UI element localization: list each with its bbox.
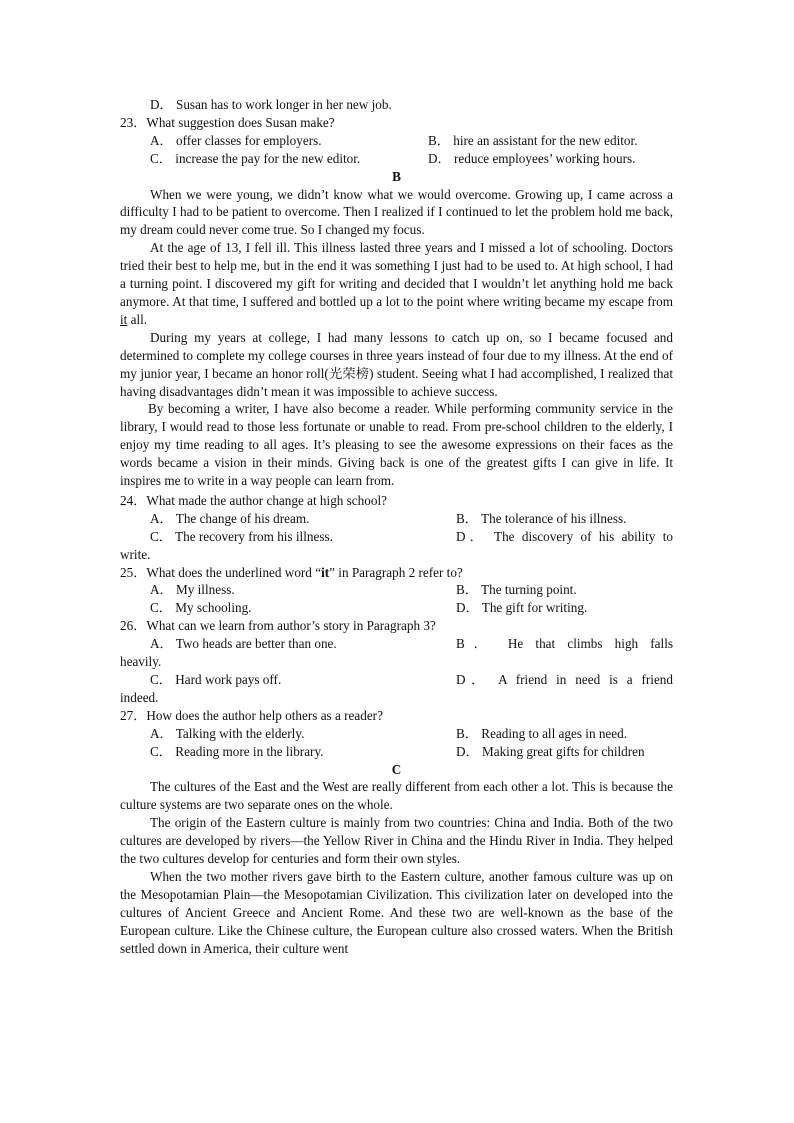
q26-option-b-continued: heavily. — [120, 654, 162, 670]
section-c-paragraph-1: The cultures of the East and the West are really different from each other a lot. This is because the culture systems are two separate ones on the whole. — [120, 779, 673, 813]
q23-option-a: A． offer classes for employers. — [150, 132, 322, 148]
q25-options-ab — [120, 581, 673, 599]
q27-options-cd — [120, 743, 673, 761]
q25-option-d: D． The gift for writing. — [456, 600, 588, 616]
p2-text-before: At the age of 13, I fell ill. This illness lasted three years and I missed a lot of schooling. Doctors tried their best to help me, but in the end it was something I just had to be used to. At high school, I had a turning point. I discovered my gift for writing and decided that I wouldn’t let anything hold me back anymore. At that time, I suffered and bottled up a lot to the point where writing became my escape from — [120, 240, 673, 309]
q24-number: 24． — [120, 492, 147, 508]
q24-options-cd — [120, 528, 673, 546]
q26-option-b: B． He that climbs high falls — [456, 636, 673, 652]
q24-text: What made the author change at high school? — [146, 492, 387, 508]
q26-text: What can we learn from author’s story in Paragraph 3? — [146, 618, 436, 634]
q25-option-c: C． My schooling. — [150, 600, 252, 616]
q23-option-b: B． hire an assistant for the new editor. — [428, 132, 638, 148]
q27-options-ab — [120, 725, 673, 743]
section-b-paragraph-4: By becoming a writer, I have also become a reader. While performing community service in the library, I would read to those less fortunate or unable to read. From pre-school children to the elderly, I enjoy my time reading to all ages. It’s pleasing to see the awesome expressions on their faces as the words became a vision in their minds. Giving back is one of the greatest gifts I can give in life. It inspires me to write in a way people can learn from. — [120, 401, 673, 489]
q26-question — [120, 617, 673, 635]
q26-option-d-continued: indeed. — [120, 689, 159, 705]
q23-text: What suggestion does Susan make? — [146, 114, 335, 130]
q23-option-c: C． increase the pay for the new editor. — [150, 150, 361, 166]
p2-underlined-word: it — [120, 311, 128, 327]
section-b-paragraph-3: During my years at college, I had many lessons to catch up on, so I became focused and determined to complete my college courses in three years instead of four due to my illness. At the end of my junior year, I became an honor roll(光荣榜) student. Seeing what I had accomplished, I realized that having disadvantages didn’t mean it was impossible to achieve success. — [120, 329, 673, 399]
q27-option-c: C． Reading more in the library. — [150, 743, 324, 759]
q23-number: 23． — [120, 114, 147, 130]
exam-page — [120, 96, 673, 958]
q26-options-ab — [120, 635, 673, 653]
q27-option-a: A． Talking with the elderly. — [150, 725, 305, 741]
q25-text-before: What does the underlined word “ — [146, 564, 322, 580]
q25-question — [120, 564, 673, 582]
q25-text-after: ” in Paragraph 2 refer to? — [329, 564, 463, 580]
section-c-paragraph-2: The origin of the Eastern culture is mainly from two countries: China and India. Both of the two cultures are developed by rivers—the Yellow River in China and the Hindu River in India. They helped the two cultures develop for centuries and form their own styles. — [120, 815, 673, 867]
section-b-paragraph-2 — [120, 239, 673, 329]
q23-option-d: D． reduce employees’ working hours. — [428, 150, 636, 166]
q27-number: 27． — [120, 707, 147, 723]
q26-options-cd — [120, 671, 673, 689]
q24-option-b: B． The tolerance of his illness. — [456, 510, 627, 526]
q23-question — [120, 114, 673, 132]
q27-question — [120, 707, 673, 725]
q26-number: 26． — [120, 618, 147, 634]
q24-option-a: A． The change of his dream. — [150, 510, 310, 526]
q27-option-b: B． Reading to all ages in need. — [456, 725, 628, 741]
q27-option-d: D． Making great gifts for children — [456, 743, 645, 759]
q26-option-c: C． Hard work pays off. — [150, 672, 282, 687]
q26-option-d: D． A friend in need is a friend — [456, 672, 673, 687]
q26-option-a: A． Two heads are better than one. — [150, 636, 337, 652]
q23-options-ab — [120, 132, 673, 150]
section-b-paragraph-1: When we were young, we didn’t know what we would overcome. Growing up, I came across a difficulty I had to be patient to overcome. Then I realized if I continued to let the problem hold me back, my dream could never come true. So I changed my focus. — [120, 186, 673, 238]
q24-option-c: C． The recovery from his illness. — [150, 528, 333, 544]
q24-options-ab — [120, 510, 673, 528]
q25-number: 25． — [120, 564, 147, 580]
q27-text: How does the author help others as a reader? — [146, 707, 383, 723]
section-c-paragraph-3: When the two mother rivers gave birth to the Eastern culture, another famous culture was up on the Mesopotamian Plain—the Mesopotamian Civilization. This civilization later on developed into the cultures of Ancient Greece and Ancient Rome. And these two are well-known as the base of the European culture. Like the Chinese culture, the European culture also crossed waters. When the British settled down in America, their culture went — [120, 868, 673, 956]
q23-options-cd — [120, 150, 673, 168]
q24-option-d-continued: write. — [120, 546, 151, 562]
q24-option-d: D． The discovery of his ability to — [456, 528, 673, 544]
p2-text-after: all. — [127, 311, 148, 327]
q22-option-d: D． Susan has to work longer in her new job. — [150, 97, 392, 112]
section-b-heading: B — [392, 168, 401, 184]
q25-option-a: A． My illness. — [150, 582, 235, 598]
q25-bold-word: it — [321, 564, 330, 580]
q25-options-cd — [120, 599, 673, 617]
q25-option-b: B． The turning point. — [456, 582, 577, 598]
q24-question — [120, 492, 673, 510]
section-c-heading: C — [391, 761, 402, 777]
